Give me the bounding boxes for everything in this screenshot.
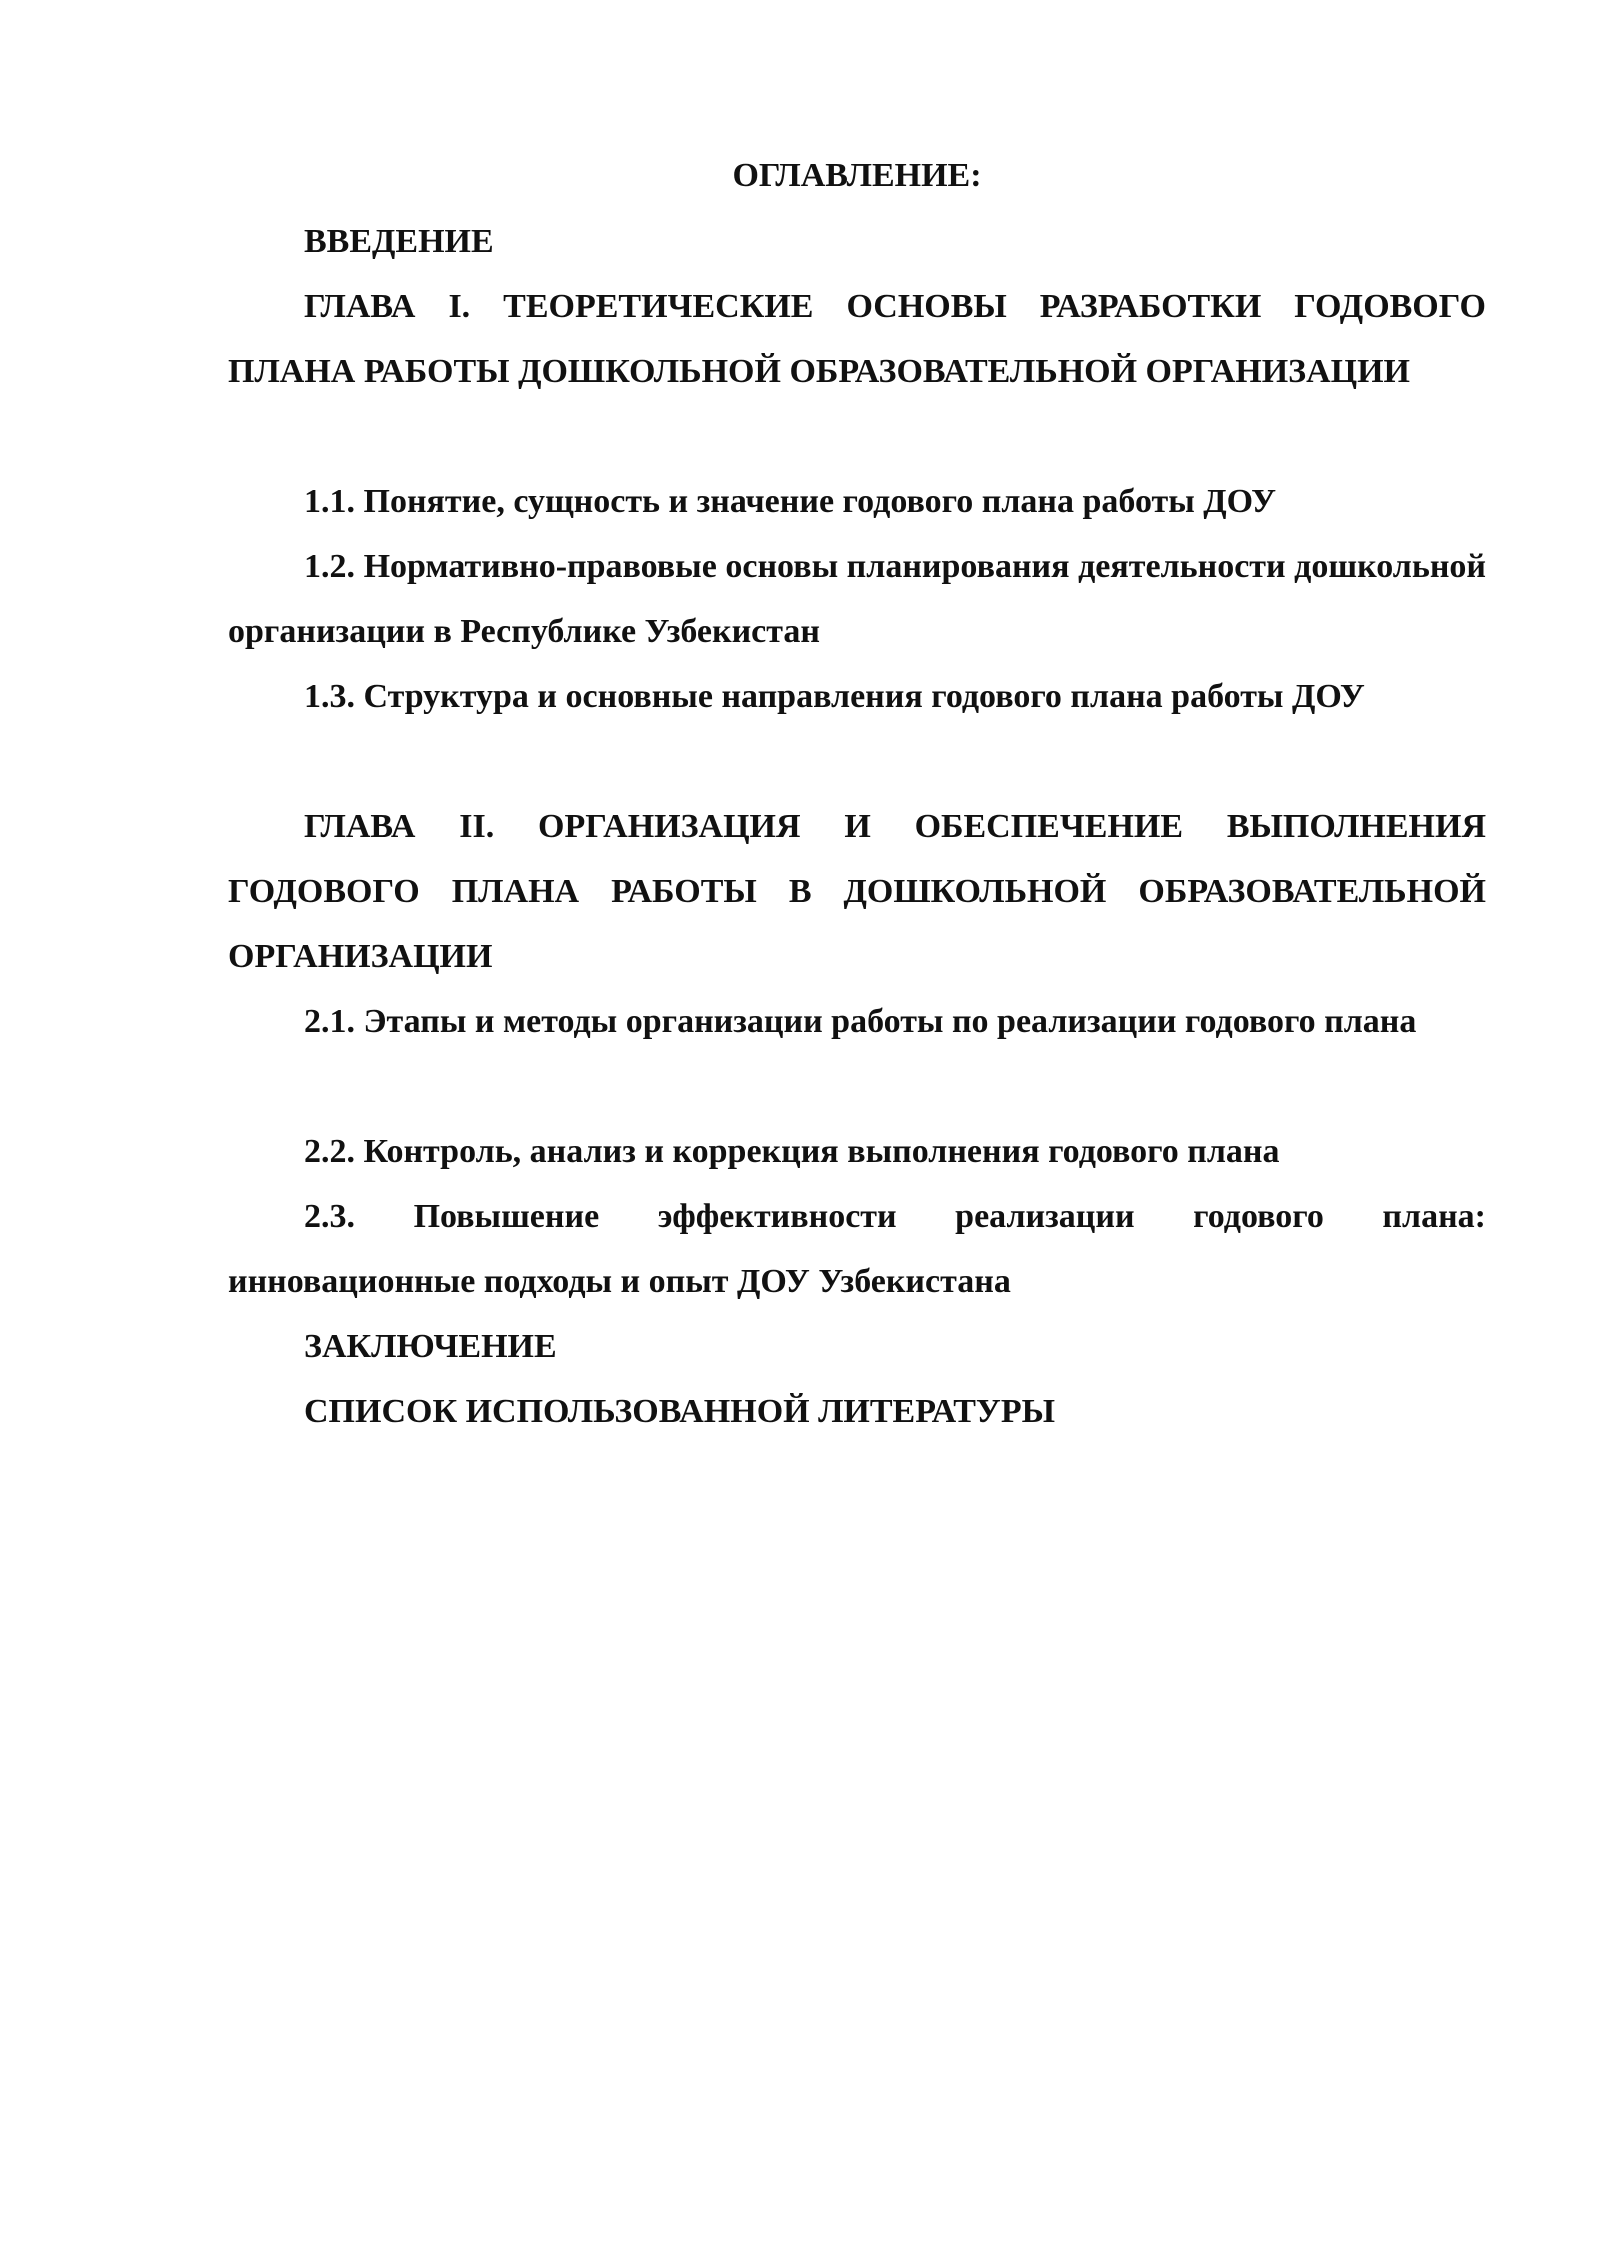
toc-entry-introduction: ВВЕДЕНИЕ — [304, 223, 494, 260]
toc-entry-section-2-2: 2.2. Контроль, анализ и коррекция выполнения годового плана — [304, 1133, 1280, 1170]
toc-entry-references: СПИСОК ИСПОЛЬЗОВАННОЙ ЛИТЕРАТУРЫ — [304, 1393, 1055, 1430]
toc-entry-section-1-2: 1.2. Нормативно-правовые основы планирования деятельности дошкольной организации в Республике Узбекистан — [228, 548, 1486, 650]
toc-entry-conclusion: ЗАКЛЮЧЕНИЕ — [304, 1328, 557, 1365]
toc-title: ОГЛАВЛЕНИЕ: — [732, 157, 982, 194]
toc-entry-section-1-1: 1.1. Понятие, сущность и значение годового плана работы ДОУ — [304, 483, 1277, 520]
toc-entry-chapter-2: ГЛАВА II. ОРГАНИЗАЦИЯ И ОБЕСПЕЧЕНИЕ ВЫПОЛНЕНИЯ ГОДОВОГО ПЛАНА РАБОТЫ В ДОШКОЛЬНОЙ ОБРАЗОВАТЕЛЬНОЙ ОРГАНИЗАЦИИ — [228, 808, 1486, 975]
toc-entry-chapter-1: ГЛАВА I. ТЕОРЕТИЧЕСКИЕ ОСНОВЫ РАЗРАБОТКИ ГОДОВОГО ПЛАНА РАБОТЫ ДОШКОЛЬНОЙ ОБРАЗОВАТЕЛЬНОЙ ОРГАНИЗАЦИИ — [228, 288, 1486, 390]
toc-entry-section-1-3: 1.3. Структура и основные направления годового плана работы ДОУ — [304, 678, 1365, 715]
toc-entry-section-2-3: 2.3. Повышение эффективности реализации годового плана: инновационные подходы и опыт ДОУ Узбекистана — [228, 1198, 1486, 1300]
toc-entry-section-2-1: 2.1. Этапы и методы организации работы по реализации годового плана — [304, 1003, 1417, 1040]
